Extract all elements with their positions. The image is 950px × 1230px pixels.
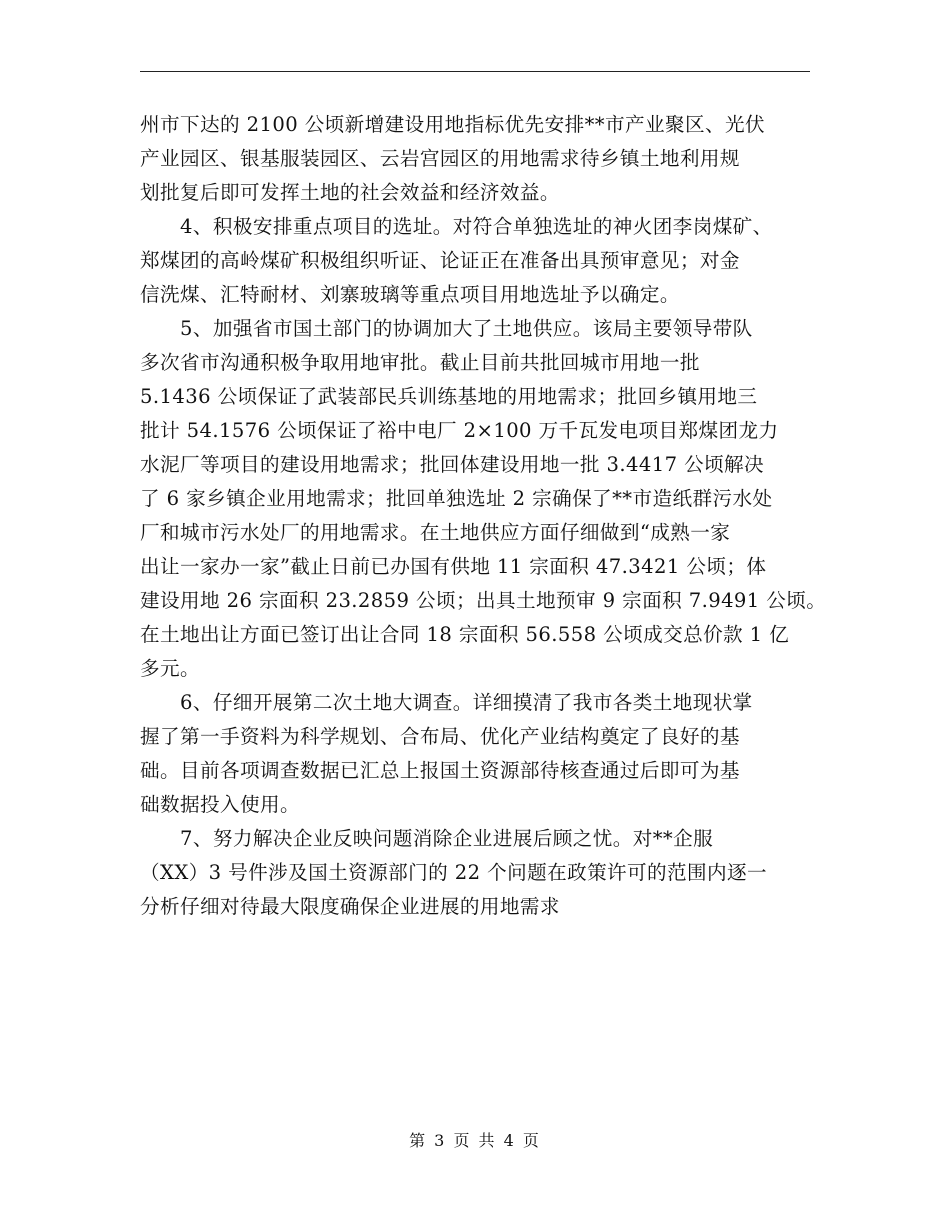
text-line: 州市下达的 2100 公顷新增建设用地指标优先安排**市产业聚区、光伏 <box>140 113 765 136</box>
text-line: 划批复后即可发挥土地的社会效益和经济效益。 <box>140 181 560 204</box>
text-line: 分析仔细对待最大限度确保企业进展的用地需求 <box>140 895 560 918</box>
text-line: 础。目前各项调查数据已汇总上报国土资源部待核查通过后即可为基 <box>140 759 740 782</box>
text-line: 出让一家办一家”截止日前已办国有供地 11 宗面积 47.3421 公顷；体 <box>140 555 767 578</box>
text-line: （XX）3 号件涉及国土资源部门的 22 个问题在政策许可的范围内逐一 <box>140 861 768 884</box>
text-line: 产业园区、银基服装园区、云岩宫园区的用地需求待乡镇土地利用规 <box>140 147 740 170</box>
text-line: 多元。 <box>140 657 200 680</box>
text-line: 7、努力解决企业反映问题消除企业进展后顾之忧。对**企服 <box>140 827 714 850</box>
text-line: 厂和城市污水处厂的用地需求。在土地供应方面仔细做到“成熟一家 <box>140 521 731 544</box>
text-line: 握了第一手资料为科学规划、合布局、优化产业结构奠定了良好的基 <box>140 725 740 748</box>
text-line: 郑煤团的高岭煤矿积极组织听证、论证正在准备出具预审意见；对金 <box>140 249 740 272</box>
text-line: 水泥厂等项目的建设用地需求；批回体建设用地一批 3.4417 公顷解决 <box>140 453 765 476</box>
text-line: 4、积极安排重点项目的选址。对符合单独选址的神火团李岗煤矿、 <box>140 215 773 238</box>
text-line: 多次省市沟通积极争取用地审批。截止目前共批回城市用地一批 <box>140 351 700 374</box>
body-text <box>140 108 827 924</box>
text-line: 信洗煤、汇特耐材、刘寨玻璃等重点项目用地选址予以确定。 <box>140 283 680 306</box>
text-line: 在土地出让方面已签订出让合同 18 宗面积 56.558 公顷成交总价款 1 亿 <box>140 623 790 646</box>
text-line: 础数据投入使用。 <box>140 793 300 816</box>
text-line: 5.1436 公顷保证了武装部民兵训练基地的用地需求；批回乡镇用地三 <box>140 385 758 408</box>
text-line: 了 6 家乡镇企业用地需求；批回单独选址 2 宗确保了**市造纸群污水处 <box>140 487 773 510</box>
header-rule <box>140 71 810 72</box>
text-line: 5、加强省市国土部门的协调加大了土地供应。该局主要领导带队 <box>140 317 753 340</box>
text-line: 6、仔细开展第二次土地大调查。详细摸清了我市各类土地现状掌 <box>140 691 753 714</box>
page-number-footer: 第 3 页 共 4 页 <box>409 1131 541 1150</box>
text-line: 批计 54.1576 公顷保证了裕中电厂 2×100 万千瓦发电项目郑煤团龙力 <box>140 419 779 442</box>
text-line: 建设用地 26 宗面积 23.2859 公顷；出具土地预审 9 宗面积 7.9491 公顷。 <box>140 589 827 612</box>
